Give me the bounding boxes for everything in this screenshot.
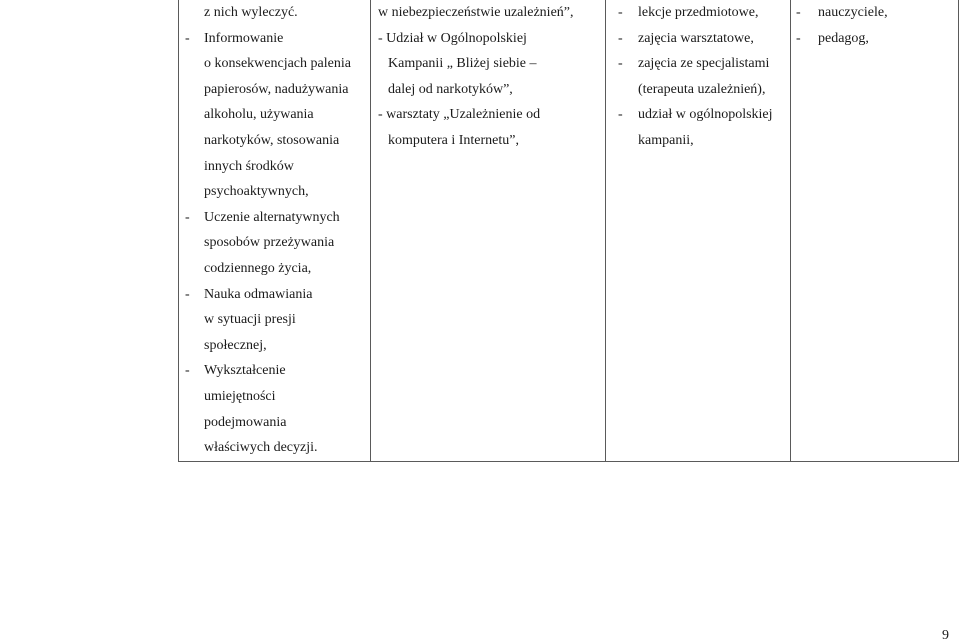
list-item: - Informowanie — [185, 30, 284, 46]
list-item: umiejętności — [204, 388, 276, 404]
list-item: psychoaktywnych, — [204, 184, 309, 200]
list-item: innych środków — [204, 158, 294, 174]
list-item: kampanii, — [638, 132, 694, 148]
list-item: - zajęcia ze specjalistami — [618, 56, 770, 72]
list-item: papierosów, nadużywania — [204, 81, 349, 97]
list-item: alkoholu, używania — [204, 107, 314, 123]
list-item: - nauczyciele, — [796, 5, 888, 20]
list-item: - Udział w Ogólnopolskiej — [378, 30, 527, 46]
list-item: - zajęcia warsztatowe, — [618, 30, 754, 46]
list-item: podejmowania — [204, 414, 287, 430]
responsible-cell — [791, 0, 959, 461]
list-item: społecznej, — [204, 337, 267, 353]
list-item: w sytuacji presji — [204, 312, 296, 328]
list-item: - lekcje przedmiotowe, — [618, 5, 759, 20]
list-item: codziennego życia, — [204, 260, 312, 276]
list-item: o konsekwencjach palenia — [204, 56, 351, 72]
list-item: narkotyków, stosowania — [204, 132, 340, 148]
list-item: komputera i Internetu”, — [388, 132, 520, 148]
list-item: (terapeuta uzależnień), — [638, 81, 766, 97]
list-item: właściwych decyzji. — [204, 440, 318, 456]
list-item: sposobów przeżywania — [204, 235, 335, 251]
goals-cell — [179, 0, 371, 461]
program-table — [178, 0, 959, 462]
list-item: - pedagog, — [796, 30, 869, 46]
actions-cell — [371, 0, 606, 461]
list-item: Kampanii „ Bliżej siebie – — [388, 56, 537, 72]
table-row — [179, 0, 959, 461]
list-item: - Wykształcenie — [185, 363, 286, 379]
list-item: - udział w ogólnopolskiej — [618, 107, 773, 123]
list-item: - Uczenie alternatywnych — [185, 209, 340, 225]
page-number: 9 — [942, 628, 949, 643]
methods-cell — [606, 0, 791, 461]
list-item: dalej od narkotyków”, — [388, 81, 513, 97]
list-item: - warsztaty „Uzależnienie od — [378, 107, 541, 123]
list-item: - Nauka odmawiania — [185, 286, 313, 302]
list-item: w niebezpieczeństwie uzależnień”, — [378, 5, 574, 20]
list-item: z nich wyleczyć. — [204, 5, 298, 20]
